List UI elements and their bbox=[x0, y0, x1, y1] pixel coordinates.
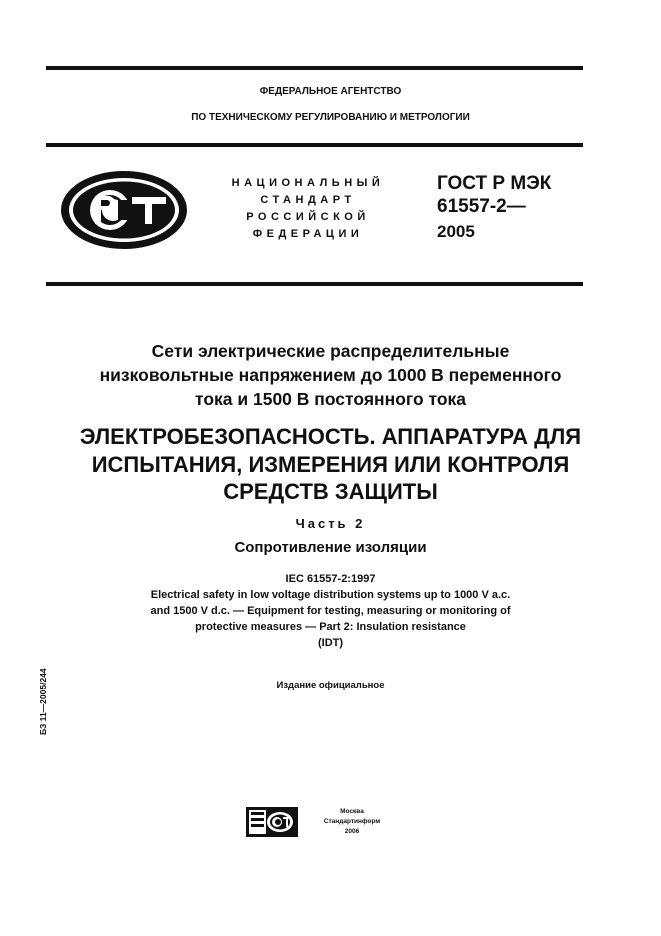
part-title: Сопротивление изоляции bbox=[234, 539, 427, 556]
part-number: Часть 2 bbox=[295, 516, 366, 531]
middle-rule bbox=[46, 282, 583, 286]
title-ru-line-1: Сети электрические распределительные bbox=[151, 341, 510, 361]
designation-line-1: ГОСТ Р МЭК bbox=[437, 173, 552, 194]
side-code: БЗ 11—2005/244 bbox=[38, 668, 48, 735]
main-title-line-3: СРЕДСТВ ЗАЩИТЫ bbox=[223, 479, 438, 504]
english-title-line-3: protective measures — Part 2: Insulation resistance bbox=[195, 621, 466, 633]
rst-emblem-icon bbox=[58, 168, 190, 252]
main-title-line-2: ИСПЫТАНИЯ, ИЗМЕРЕНИЯ ИЛИ КОНТРОЛЯ bbox=[91, 452, 570, 477]
national-standard-line-3: РОССИЙСКОЙ bbox=[246, 211, 370, 223]
national-standard-line-1: НАЦИОНАЛЬНЫЙ bbox=[231, 177, 385, 189]
english-title-line-2: and 1500 V d.c. — Equipment for testing, measuring or monitoring of bbox=[150, 605, 511, 617]
designation-line-2: 61557-2— bbox=[437, 196, 526, 217]
publisher-logo-icon bbox=[246, 807, 298, 837]
designation-year: 2005 bbox=[437, 222, 475, 241]
iec-reference: IEC 61557-2:1997 bbox=[285, 573, 376, 585]
agency-line-2: ПО ТЕХНИЧЕСКОМУ РЕГУЛИРОВАНИЮ И МЕТРОЛОГИИ bbox=[191, 112, 470, 123]
national-standard-line-4: ФЕДЕРАЦИИ bbox=[252, 228, 364, 240]
title-ru-line-2: низковольтные напряжением до 1000 В переменного bbox=[99, 365, 562, 385]
header-rule bbox=[46, 143, 583, 147]
english-title-line-1: Electrical safety in low voltage distribution systems up to 1000 V a.c. bbox=[150, 589, 511, 601]
title-ru-line-3: тока и 1500 В постоянного тока bbox=[194, 389, 467, 409]
agency-line-1: ФЕДЕРАЛЬНОЕ АГЕНТСТВО bbox=[259, 86, 402, 97]
main-title-line-1: ЭЛЕКТРОБЕЗОПАСНОСТЬ. АППАРАТУРА ДЛЯ bbox=[79, 424, 582, 449]
identity-marker: (IDT) bbox=[317, 637, 344, 649]
official-edition: Издание официальное bbox=[276, 680, 385, 691]
publisher-city: Москва bbox=[340, 808, 364, 815]
top-rule bbox=[46, 66, 583, 70]
national-standard-line-2: СТАНДАРТ bbox=[260, 194, 356, 206]
publisher-year: 2006 bbox=[344, 828, 360, 835]
publisher-name: Стандартинформ bbox=[323, 818, 381, 825]
